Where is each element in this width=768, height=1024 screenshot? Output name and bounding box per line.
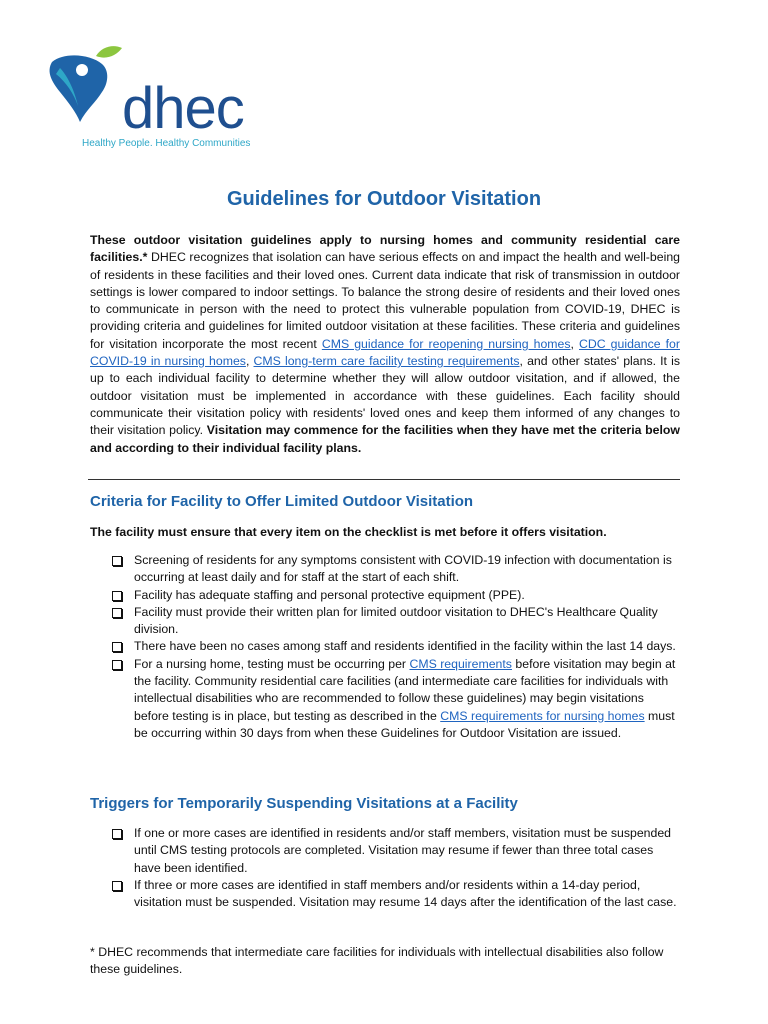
intro-sep-2: , xyxy=(245,354,254,369)
checklist-item xyxy=(112,877,682,912)
checkbox-icon xyxy=(112,829,122,839)
dhec-logo-mark-icon xyxy=(44,44,134,144)
page-title: Guidelines for Outdoor Visitation xyxy=(226,188,542,210)
checklist-item xyxy=(112,825,682,877)
checkbox-icon xyxy=(112,556,122,566)
intro-sep-1: , xyxy=(570,336,579,351)
triggers-heading: Triggers for Temporarily Suspending Visitations at a Facility xyxy=(90,795,518,812)
intro-lead: These outdoor visitation guidelines apply to nursing homes and community residential care facilities.* xyxy=(90,233,680,265)
logo-wordmark: dhec xyxy=(122,76,244,141)
link-cms-requirements-nursing-homes[interactable]: CMS requirements for nursing homes xyxy=(440,708,645,723)
checklist-item-text: If three or more cases are identified in staff members and/or residents within a 14-day period, visitation must be suspended. Visitation may resume 14 days after the identification of the last case. xyxy=(134,877,677,910)
item5-text-c: must be occurring within 30 days from when these Guidelines for Outdoor Visitation are issued. xyxy=(134,708,675,740)
criteria-lead: The facility must ensure that every item on the checklist is met before it offers visitation. xyxy=(90,525,607,539)
triggers-checklist xyxy=(112,825,682,911)
checklist-item-text: There have been no cases among staff and residents identified in the facility within the last 14 days. xyxy=(134,639,676,654)
checklist-item-text: If one or more cases are identified in residents and/or staff members, visitation must be suspended until CMS testing protocols are completed. Visitation may resume if fewer than three total cases have been identified. xyxy=(134,826,672,875)
intro-paragraph xyxy=(90,232,680,457)
dhec-logo xyxy=(44,44,274,154)
checkbox-icon xyxy=(112,881,122,891)
intro-text-1: DHEC recognizes that isolation can have serious effects on and impact the health and well-being of residents in these facilities and their loved ones. Current data indicate that risk of transmission in outdoor settings is lower compared to indoor settings. To balance the strong desire of residents and their loved ones to communicate in person with the need to protect this vulnerable population from COVID-19, DHEC is providing criteria and guidelines for limited outdoor visitation at these facilities. These criteria and guidelines for visitation incorporate the most recent xyxy=(90,250,680,351)
item5-text-a: For a nursing home, testing must be occurring per xyxy=(134,656,410,671)
link-cms-reopening[interactable]: CMS guidance for reopening nursing homes xyxy=(321,336,571,351)
link-cms-requirements[interactable]: CMS requirements xyxy=(409,656,512,671)
checklist-item xyxy=(112,604,682,639)
link-cdc-guidance[interactable]: CDC guidance for COVID-19 in nursing homes xyxy=(90,336,680,369)
checkbox-icon xyxy=(112,608,122,618)
checklist-item xyxy=(112,587,682,604)
logo-tagline: Healthy People. Healthy Communities xyxy=(82,138,251,149)
criteria-heading: Criteria for Facility to Offer Limited Outdoor Visitation xyxy=(90,493,474,510)
checklist-item-text: Facility has adequate staffing and personal protective equipment (PPE). xyxy=(134,587,525,602)
section-divider xyxy=(88,479,680,480)
link-cms-testing[interactable]: CMS long-term care facility testing requirements xyxy=(253,354,520,369)
checklist-item xyxy=(112,552,682,587)
intro-text-2: , and other states' plans. It is up to each individual facility to determine whether they will allow outdoor visitation, and if allowed, the outdoor visitation must be implemented in accordance with these guidelines. Each facility should communicate their visitation policy with residents' loved ones and keep them informed of any changes to their visitation policy. xyxy=(90,354,680,438)
checklist-item xyxy=(112,656,682,742)
checkbox-icon xyxy=(112,642,122,652)
intro-closing: Visitation may commence for the facilities when they have met the criteria below and according to their individual facility plans. xyxy=(90,423,680,455)
checklist-item-text: Screening of residents for any symptoms consistent with COVID-19 infection with documentation is occurring at least daily and for staff at the start of each shift. xyxy=(134,553,672,585)
item5-text-b: before visitation may begin at the facility. Community residential care facilities (and intermediate care facilities for individuals with intellectual disabilities who are recommended to follow these guidelines) may begin visitations before testing is in place, but testing as described in the xyxy=(134,656,676,723)
checkbox-icon xyxy=(112,660,122,670)
footnote: * DHEC recommends that intermediate care facilities for individuals with intellectual disabilities also follow these guidelines. xyxy=(90,945,664,977)
checklist-item-text: Facility must provide their written plan for limited outdoor visitation to DHEC's Healthcare Quality division. xyxy=(134,604,658,637)
checklist-item xyxy=(112,638,682,655)
checkbox-icon xyxy=(112,591,122,601)
criteria-checklist xyxy=(112,552,682,742)
